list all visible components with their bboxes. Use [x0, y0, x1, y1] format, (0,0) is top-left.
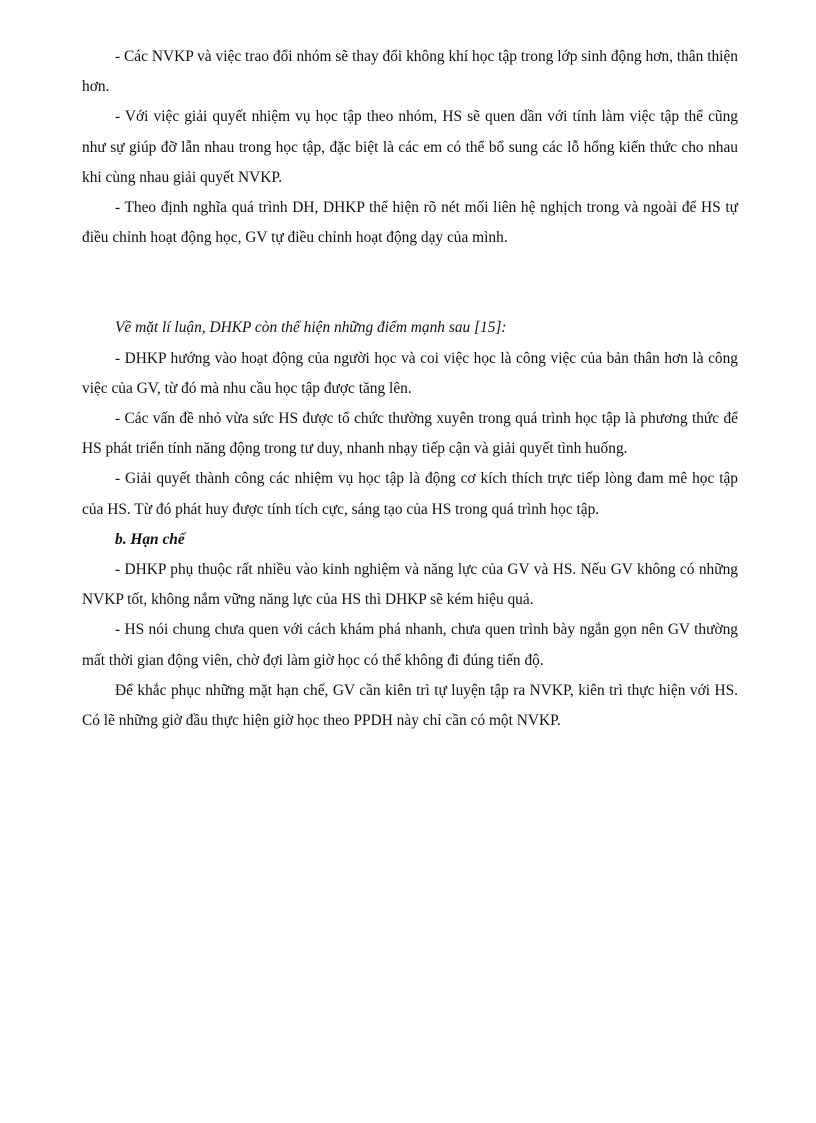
- paragraph-learner-centered: - DHKP hướng vào hoạt động của người học và coi việc học là công việc của bản thân hơn là công việc của GV, từ đó mà nhu cầu học tập được tăng lên.: [82, 349, 738, 397]
- paragraph-small-problems: - Các vấn đề nhỏ vừa sức HS được tổ chức thường xuyên trong quá trình học tập là phương thức để HS phát triển tính năng động trong tư duy, nhanh nhạy tiếp cận và giải quyết tình huống.: [82, 410, 738, 458]
- paragraph-remedy: Để khắc phục những mặt hạn chế, GV cần kiên trì tự luyện tập ra NVKP, kiên trì thực hiện với HS. Có lẽ những giờ đầu thực hiện giờ học theo PPDH này chỉ cần có một NVKP.: [82, 681, 738, 730]
- paragraph-group-atmosphere: - Các NVKP và việc trao đổi nhóm sẽ thay đổi không khí học tập trong lớp sinh động hơn, thân thiện hơn.: [82, 48, 738, 96]
- document-page: [82, 42, 738, 736]
- theory-strengths-intro: Về mặt lí luận, DHKP còn thể hiện những điểm mạnh sau [15]:: [115, 319, 507, 337]
- section-spacer: [82, 253, 738, 313]
- paragraph-time-cost: - HS nói chung chưa quen với cách khám phá nhanh, chưa quen trình bày ngắn gọn nên GV thường mất thời gian động viên, chờ đợi làm giờ học có thể không đi đúng tiến độ.: [82, 621, 738, 669]
- paragraph-dependency: - DHKP phụ thuộc rất nhiều vào kinh nghiệm và năng lực của GV và HS. Nếu GV không có những NVKP tốt, không nắm vững năng lực của HS thì DHKP sẽ kém hiệu quả.: [82, 561, 738, 609]
- paragraph-feedback-relation: - Theo định nghĩa quá trình DH, DHKP thể hiện rõ nét mối liên hệ nghịch trong và ngoài để HS tự điều chỉnh hoạt động học, GV tự điều chỉnh hoạt động dạy của mình.: [82, 199, 738, 247]
- limitations-heading: b. Hạn chế: [115, 530, 185, 548]
- paragraph-motivation: - Giải quyết thành công các nhiệm vụ học tập là động cơ kích thích trực tiếp lòng đam mê học tập của HS. Từ đó phát huy được tính tích cực, sáng tạo của HS trong quá trình học tập.: [82, 470, 738, 518]
- paragraph-group-work: - Với việc giải quyết nhiệm vụ học tập theo nhóm, HS sẽ quen dần với tính làm việc tập thể cũng như sự giúp đỡ lẫn nhau trong học tập, đặc biệt là các em có thể bổ sung các lỗ hổng kiến thức cho nhau khi cùng nhau giải quyết NVKP.: [82, 108, 738, 186]
